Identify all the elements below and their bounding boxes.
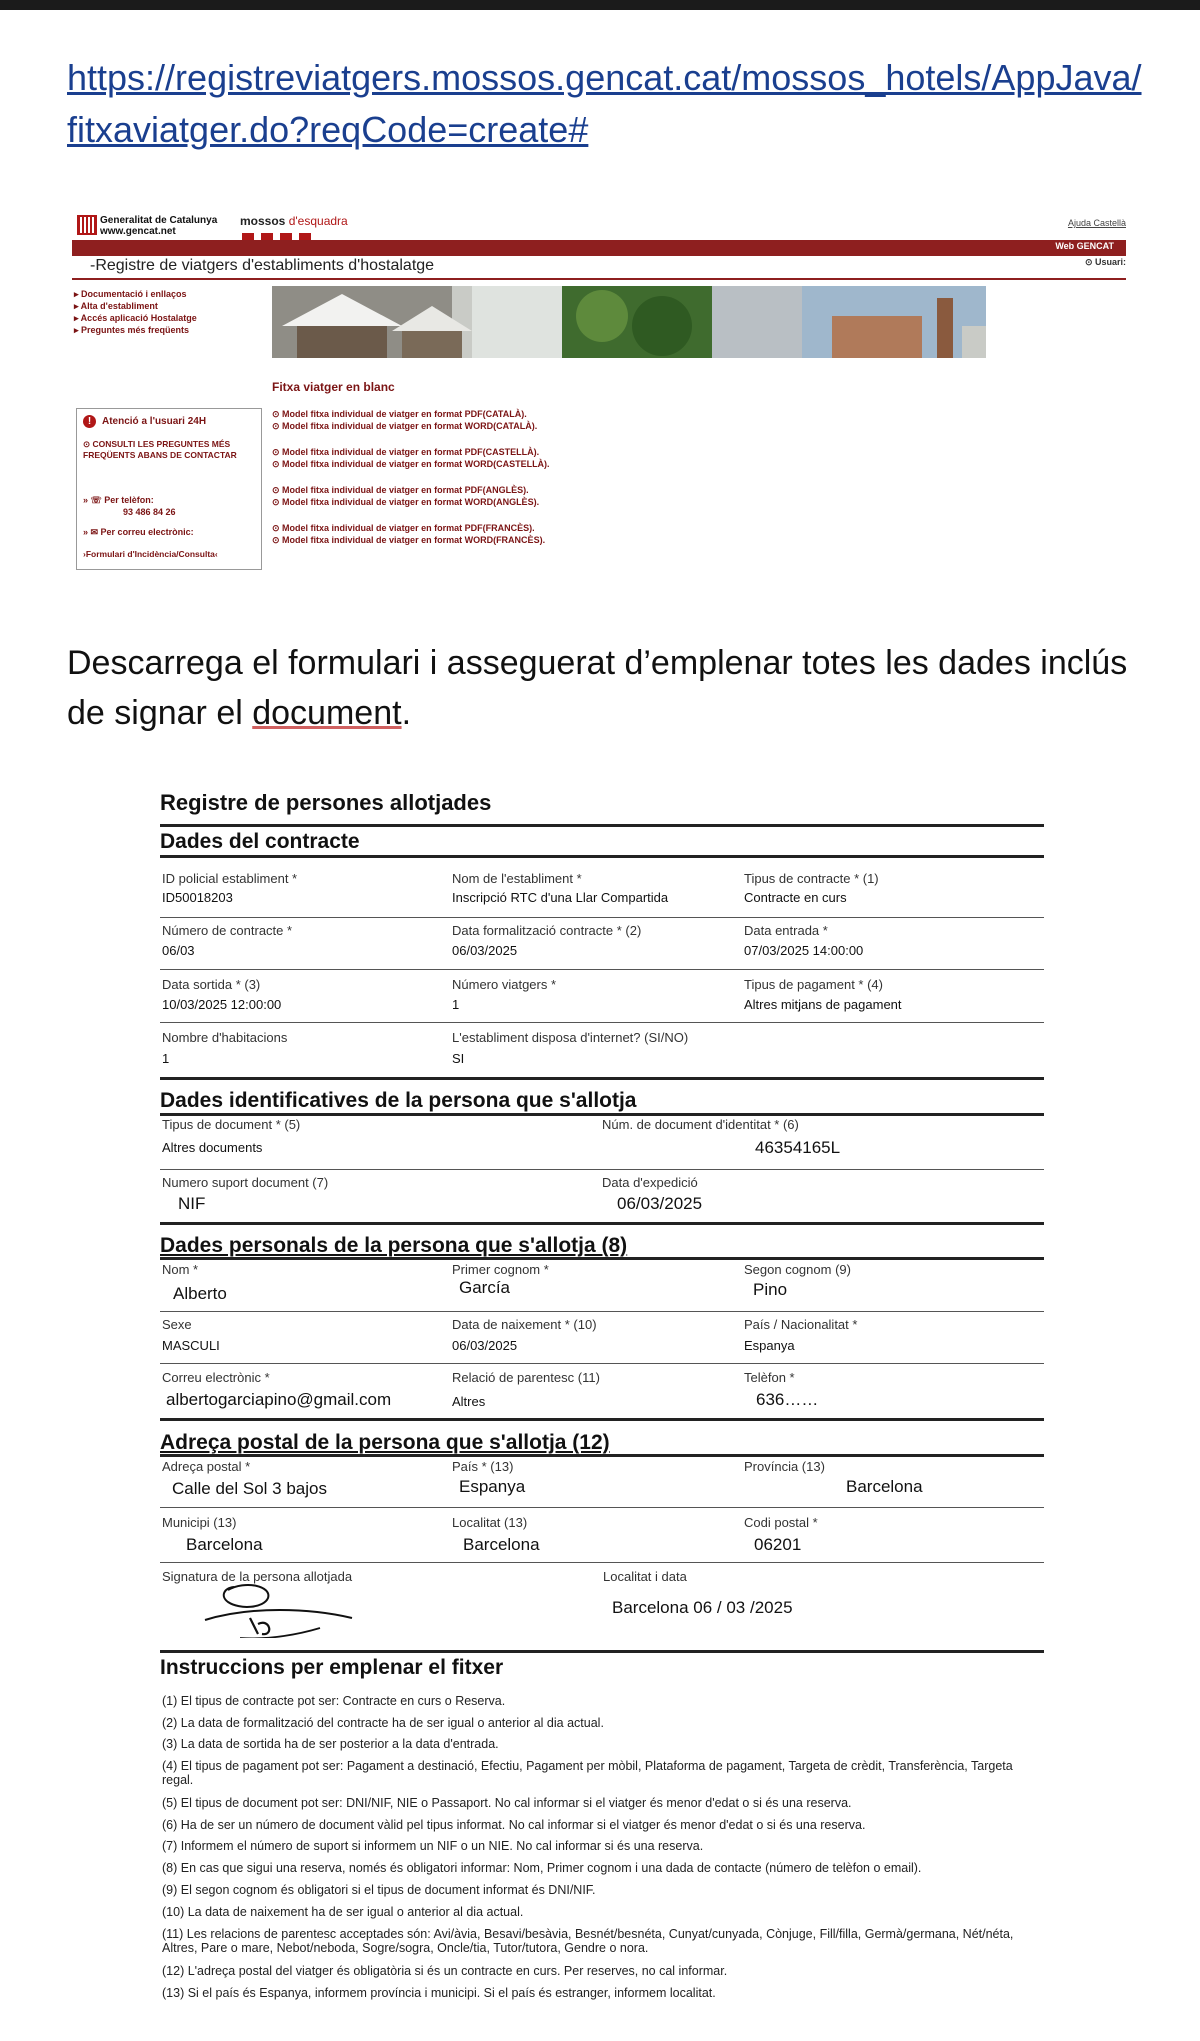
data-formalitzacio-label: Data formalització contracte * (2): [452, 923, 642, 938]
pers-section-title: Dades personals de la persona que s'allotja (8): [160, 1234, 628, 1257]
rule: [160, 1022, 1044, 1023]
numero-contracte-value: 06/03: [162, 943, 195, 958]
header-divider: [72, 278, 1126, 280]
data-naixement-label: Data de naixement * (10): [452, 1317, 597, 1332]
localitat-value: Barcelona: [463, 1535, 540, 1554]
pais-nacionalitat-label: País / Nacionalitat *: [744, 1317, 858, 1332]
rule: [160, 1113, 1044, 1116]
pais-label: País * (13): [452, 1459, 514, 1474]
instructions-title: Instruccions per emplenar el fitxer: [160, 1656, 504, 1679]
numero-contracte-label: Número de contracte *: [162, 923, 293, 938]
registre-viatgers-link[interactable]: https://registreviatgers.mossos.gencat.cat/mossos_hotels/AppJava/fitxaviatger.do?reqCode=create#: [67, 57, 1142, 150]
handwritten-signature-icon: [200, 1578, 360, 1638]
signatura-label: Signatura de la persona allotjada: [162, 1569, 353, 1584]
num-document-label: Núm. de document d'identitat * (6): [602, 1117, 799, 1132]
telefon-label: Telèfon *: [744, 1370, 795, 1385]
attention-label: ! Atenció a l'usuari 24H: [83, 415, 206, 428]
tipus-pagament-label: Tipus de pagament * (4): [744, 977, 883, 992]
gencat-title: Generalitat de Catalunya www.gencat.net: [100, 215, 218, 237]
adreca-label: Adreça postal *: [162, 1459, 251, 1474]
web-gencat-label[interactable]: Web GENCAT: [1055, 241, 1114, 251]
tipus-document-label: Tipus de document * (5): [162, 1117, 301, 1132]
relacio-parentesc-label: Relació de parentesc (11): [452, 1370, 600, 1385]
form-title: Registre de persones allotjades: [160, 790, 492, 815]
instruction-paragraph: Descarrega el formulari i asseguerat d’emplenar totes les dades inclús de signar el document.: [67, 644, 1128, 732]
alert-icon: !: [83, 415, 96, 428]
data-formalitzacio-value: 06/03/2025: [452, 943, 518, 958]
instruction-7: (7) Informem el número de suport si informem un NIF o un NIE. No cal informar si és una reserva.: [162, 1839, 704, 1853]
codi-postal-value: 06201: [754, 1535, 802, 1554]
sexe-value: MASCULI: [162, 1338, 220, 1353]
model-word-angles-link[interactable]: ⊙ Model fitxa individual de viatger en format WORD(ANGLÈS).: [272, 497, 540, 507]
instruction-13: (13) Si el país és Espanya, informem província i municipi. Si el país és estranger, informem localitat.: [162, 1986, 716, 2000]
usuari-label: ⊙ Usuari:: [1084, 257, 1126, 267]
pais-nacionalitat-value: Espanya: [744, 1338, 795, 1353]
rule: [160, 1169, 1044, 1170]
gencat-web-screenshot: [72, 212, 1126, 572]
id-policial-value: ID50018203: [162, 890, 233, 905]
data-entrada-value: 07/03/2025 14:00:00: [744, 943, 864, 958]
rule: [160, 1454, 1044, 1457]
generalitat-logo-icon: [77, 215, 97, 235]
instruction-9: (9) El segon cognom és obligatori si el tipus de document informat és DNI/NIF.: [162, 1883, 596, 1897]
menu-item-documentacio[interactable]: ▸ Documentació i enllaços: [74, 289, 187, 299]
faq-link[interactable]: ⊙ CONSULTI LES PREGUNTES MÉS FREQÜENTS ABANS DE CONTACTAR: [83, 439, 237, 460]
data-entrada-label: Data entrada *: [744, 923, 828, 938]
provincia-value: Barcelona: [846, 1477, 923, 1496]
sexe-label: Sexe: [162, 1317, 192, 1332]
rule: [160, 1257, 1044, 1260]
instruction-8: (8) En cas que sigui una reserva, només és obligatori informar: Nom, Primer cognom i una dada de contacte (número de telèfon o email).: [162, 1861, 922, 1875]
rule: [160, 1507, 1044, 1508]
localitat-data-label: Localitat i data: [603, 1569, 687, 1584]
segon-cognom-value: Pino: [753, 1280, 788, 1299]
data-sortida-label: Data sortida * (3): [162, 977, 261, 992]
numero-viatgers-value: 1: [452, 997, 460, 1012]
instruction-11: (11) Les relacions de parentesc acceptades són: Avi/àvia, Besavi/besàvia, Besnét/besnéta, Cunyat/cunyada, Cònjuge, Fill/filla, Germà/germana, Nét/néta, Altres, Pare o mare, Nebot/neboda, Sogre/sogra, Oncle/tia, Tutor/tutora, Gendre o nora.: [162, 1927, 1014, 1955]
relacio-parentesc-value: Altres: [452, 1394, 486, 1409]
instruction-4: (4) El tipus de pagament pot ser: Pagament a destinació, Efectiu, Pagament per mòbil, Plataforma de pagament, Targeta de crèdit, Transferència, Targeta regal.: [162, 1759, 1013, 1787]
contract-section-title: Dades del contracte: [160, 830, 360, 853]
municipi-value: Barcelona: [186, 1535, 263, 1554]
top-bar: [0, 0, 1200, 10]
mossos-logo: mossos d'esquadra: [240, 214, 348, 228]
adreca-value: Calle del Sol 3 bajos: [172, 1479, 327, 1498]
tipus-document-value: Altres documents: [162, 1140, 263, 1155]
model-pdf-frances-link[interactable]: ⊙ Model fitxa individual de viatger en format PDF(FRANCÈS).: [272, 523, 535, 533]
numero-suport-value: NIF: [178, 1194, 206, 1213]
rule: [160, 1562, 1044, 1563]
correu-label: Correu electrònic *: [162, 1370, 270, 1385]
correu-value: albertogarciapino@gmail.com: [166, 1390, 392, 1409]
model-download-list: [272, 408, 632, 546]
internet-value: SI: [452, 1051, 465, 1066]
rule: [160, 855, 1044, 858]
provincia-label: Província (13): [744, 1459, 825, 1474]
model-word-frances-link[interactable]: ⊙ Model fitxa individual de viatger en format WORD(FRANCÈS).: [272, 535, 546, 545]
internet-label: L'establiment disposa d'internet? (SI/NO): [452, 1030, 689, 1045]
segon-cognom-label: Segon cognom (9): [744, 1262, 851, 1277]
instruction-10: (10) La data de naixement ha de ser igual o anterior al dia actual.: [162, 1905, 524, 1919]
side-menu: [74, 288, 264, 336]
web-header-bar: [72, 240, 1126, 256]
menu-item-alta[interactable]: ▸ Alta d'establiment: [74, 301, 158, 311]
nom-establiment-value: Inscripció RTC d'una Llar Compartida: [452, 890, 669, 905]
model-pdf-angles-link[interactable]: ⊙ Model fitxa individual de viatger en format PDF(ANGLÈS).: [272, 485, 529, 495]
tipus-pagament-value: Altres mitjans de pagament: [744, 997, 902, 1012]
menu-item-acces[interactable]: ▸ Accés aplicació Hostalatge: [74, 313, 197, 323]
instruction-2: (2) La data de formalització del contracte ha de ser igual o anterior al dia actual.: [162, 1716, 604, 1730]
data-expedicio-label: Data d'expedició: [602, 1175, 698, 1190]
form-title-rule: [160, 824, 1044, 827]
pais-value: Espanya: [459, 1477, 526, 1496]
localitat-data-value: Barcelona 06 / 03 /2025: [612, 1598, 793, 1617]
nom-label: Nom *: [162, 1262, 199, 1277]
primer-cognom-value: García: [459, 1278, 511, 1297]
support-box: [76, 408, 262, 570]
primer-cognom-label: Primer cognom *: [452, 1262, 549, 1277]
instruction-3: (3) La data de sortida ha de ser posterior a la data d'entrada.: [162, 1737, 499, 1751]
data-expedicio-value: 06/03/2025: [617, 1194, 703, 1213]
document-underlined: document: [252, 694, 402, 732]
ident-section-title: Dades identificatives de la persona que s'allotja: [160, 1089, 637, 1112]
nom-establiment-label: Nom de l'establiment *: [452, 871, 582, 886]
data-sortida-value: 10/03/2025 12:00:00: [162, 997, 282, 1012]
rule: [160, 1311, 1044, 1312]
nombre-habitacions-label: Nombre d'habitacions: [162, 1030, 288, 1045]
rule: [160, 1650, 1044, 1653]
app-title: -Registre de viatgers d'establiments d'hostalatge: [90, 257, 435, 274]
rule: [160, 1363, 1044, 1364]
instruction-12: (12) L'adreça postal del viatger és obligatòria si és un contracte en curs. Per reserves, no cal informar.: [162, 1964, 728, 1978]
rule: [160, 1418, 1044, 1421]
data-naixement-value: 06/03/2025: [452, 1338, 518, 1353]
num-document-value: 46354165L: [755, 1138, 841, 1157]
codi-postal-label: Codi postal *: [744, 1515, 818, 1530]
model-word-catala-link[interactable]: ⊙ Model fitxa individual de viatger en format WORD(CATALÀ).: [272, 421, 538, 431]
instruction-5: (5) El tipus de document pot ser: DNI/NIF, NIE o Passaport. No cal informar si el viatger és menor d'edat o si és una reserva.: [162, 1796, 852, 1810]
instruction-6: (6) Ha de ser un número de document vàlid pel tipus informat. No cal informar si el viatger és menor d'edat o si és una reserva.: [162, 1818, 866, 1832]
localitat-label: Localitat (13): [452, 1515, 528, 1530]
email-label[interactable]: » ✉ Per correu electrònic:: [83, 527, 194, 537]
phone-number: 93 486 84 26: [123, 507, 176, 517]
nombre-habitacions-value: 1: [162, 1051, 170, 1066]
nom-value: Alberto: [173, 1284, 227, 1303]
model-word-castella-link[interactable]: ⊙ Model fitxa individual de viatger en format WORD(CASTELLÀ).: [272, 459, 550, 469]
rule: [160, 969, 1044, 970]
numero-viatgers-label: Número viatgers *: [452, 977, 557, 992]
tipus-contracte-value: Contracte en curs: [744, 890, 847, 905]
rule: [160, 1222, 1044, 1225]
fitxa-viatger-title: Fitxa viatger en blanc: [272, 380, 395, 394]
numero-suport-label: Numero suport document (7): [162, 1175, 329, 1190]
municipi-label: Municipi (13): [162, 1515, 237, 1530]
menu-item-preguntes[interactable]: ▸ Preguntes més freqüents: [74, 325, 190, 335]
help-language-links[interactable]: Ajuda Castellà: [1067, 218, 1126, 228]
incidence-form-link[interactable]: ›Formulari d'Incidència/Consulta‹: [83, 549, 218, 559]
instruction-1: (1) El tipus de contracte pot ser: Contracte en curs o Reserva.: [162, 1694, 506, 1708]
model-pdf-catala-link[interactable]: ⊙ Model fitxa individual de viatger en format PDF(CATALÀ).: [272, 409, 527, 419]
telefon-value: 636……: [756, 1390, 819, 1409]
tipus-contracte-label: Tipus de contracte * (1): [744, 871, 879, 886]
model-pdf-castella-link[interactable]: ⊙ Model fitxa individual de viatger en format PDF(CASTELLÀ).: [272, 447, 540, 457]
phone-label: » ☏ Per telèfon:: [83, 495, 154, 505]
rule: [160, 917, 1044, 918]
rule: [160, 1077, 1044, 1080]
id-policial-label: ID policial establiment *: [162, 871, 298, 886]
addr-section-title: Adreça postal de la persona que s'allotja (12): [160, 1431, 610, 1454]
hotel-banner-image: [272, 286, 986, 358]
